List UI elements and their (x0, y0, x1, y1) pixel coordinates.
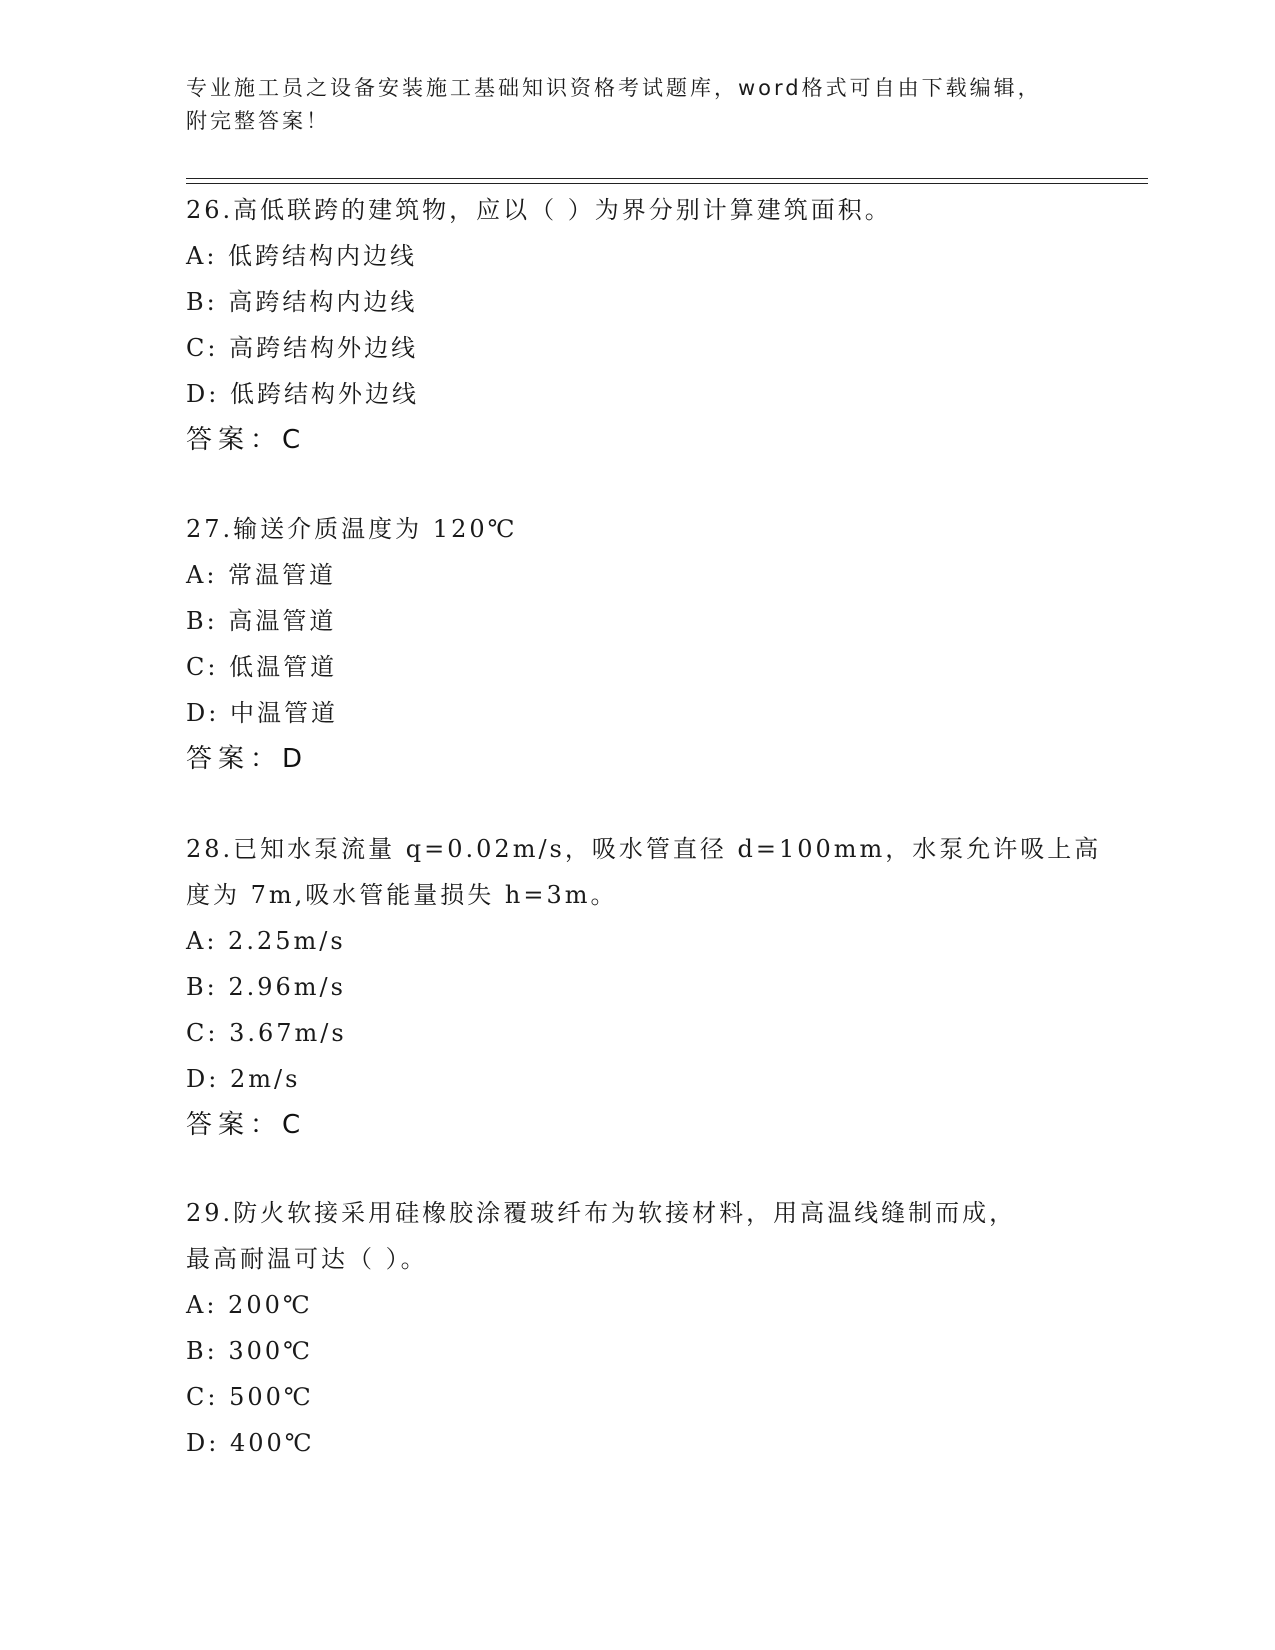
option-b: B: 高温管道 (186, 607, 337, 635)
option-c: C: 3.67m/s (186, 1019, 347, 1047)
option-d: D: 2m/s (186, 1065, 301, 1093)
question-stem-line-2: 度为 7m,吸水管能量损失 h=3m。 (186, 881, 618, 909)
question-27 (186, 506, 1086, 782)
document-header (186, 72, 1146, 138)
option-d: D: 低跨结构外边线 (186, 380, 419, 408)
option-c: C: 低温管道 (186, 653, 338, 681)
header-divider-bottom (186, 183, 1148, 184)
answer-value: C (282, 425, 304, 455)
option-b: B: 300℃ (186, 1337, 314, 1365)
option-d: D: 400℃ (186, 1429, 315, 1457)
option-b: B: 高跨结构内边线 (186, 288, 418, 316)
question-stem: 26.高低联跨的建筑物，应以（ ）为界分别计算建筑面积。 (186, 196, 892, 224)
answer-value: C (282, 1110, 304, 1140)
question-26 (186, 187, 1086, 463)
question-stem: 27.输送介质温度为 120℃ (186, 515, 518, 543)
answer-line (186, 417, 1086, 463)
header-divider-top (186, 178, 1148, 179)
answer-label: 答案： (186, 744, 283, 774)
option-a: A: 200℃ (186, 1291, 313, 1319)
question-stem-line-1: 29.防火软接采用硅橡胶涂覆玻纤布为软接材料，用高温线缝制而成， (186, 1199, 1017, 1227)
answer-value: D (282, 744, 306, 774)
header-line-1: 专业施工员之设备安装施工基础知识资格考试题库，word格式可自由下载编辑， (186, 76, 1042, 100)
option-a: A: 低跨结构内边线 (186, 242, 418, 270)
question-29 (186, 1190, 1086, 1466)
option-c: C: 500℃ (186, 1383, 314, 1411)
answer-line (186, 1102, 1086, 1148)
header-line-2: 附完整答案！ (186, 109, 330, 133)
answer-label: 答案： (186, 1110, 283, 1140)
option-d: D: 中温管道 (186, 699, 338, 727)
answer-label: 答案： (186, 425, 283, 455)
answer-line (186, 736, 1086, 782)
question-28 (186, 826, 1102, 1148)
option-a: A: 常温管道 (186, 561, 337, 589)
question-stem-line-1: 28.已知水泵流量 q=0.02m/s，吸水管直径 d=100mm，水泵允许吸上高 (186, 835, 1102, 863)
question-stem-line-2: 最高耐温可达（ ）。 (186, 1245, 428, 1273)
option-b: B: 2.96m/s (186, 973, 346, 1001)
option-a: A: 2.25m/s (186, 927, 346, 955)
option-c: C: 高跨结构外边线 (186, 334, 419, 362)
